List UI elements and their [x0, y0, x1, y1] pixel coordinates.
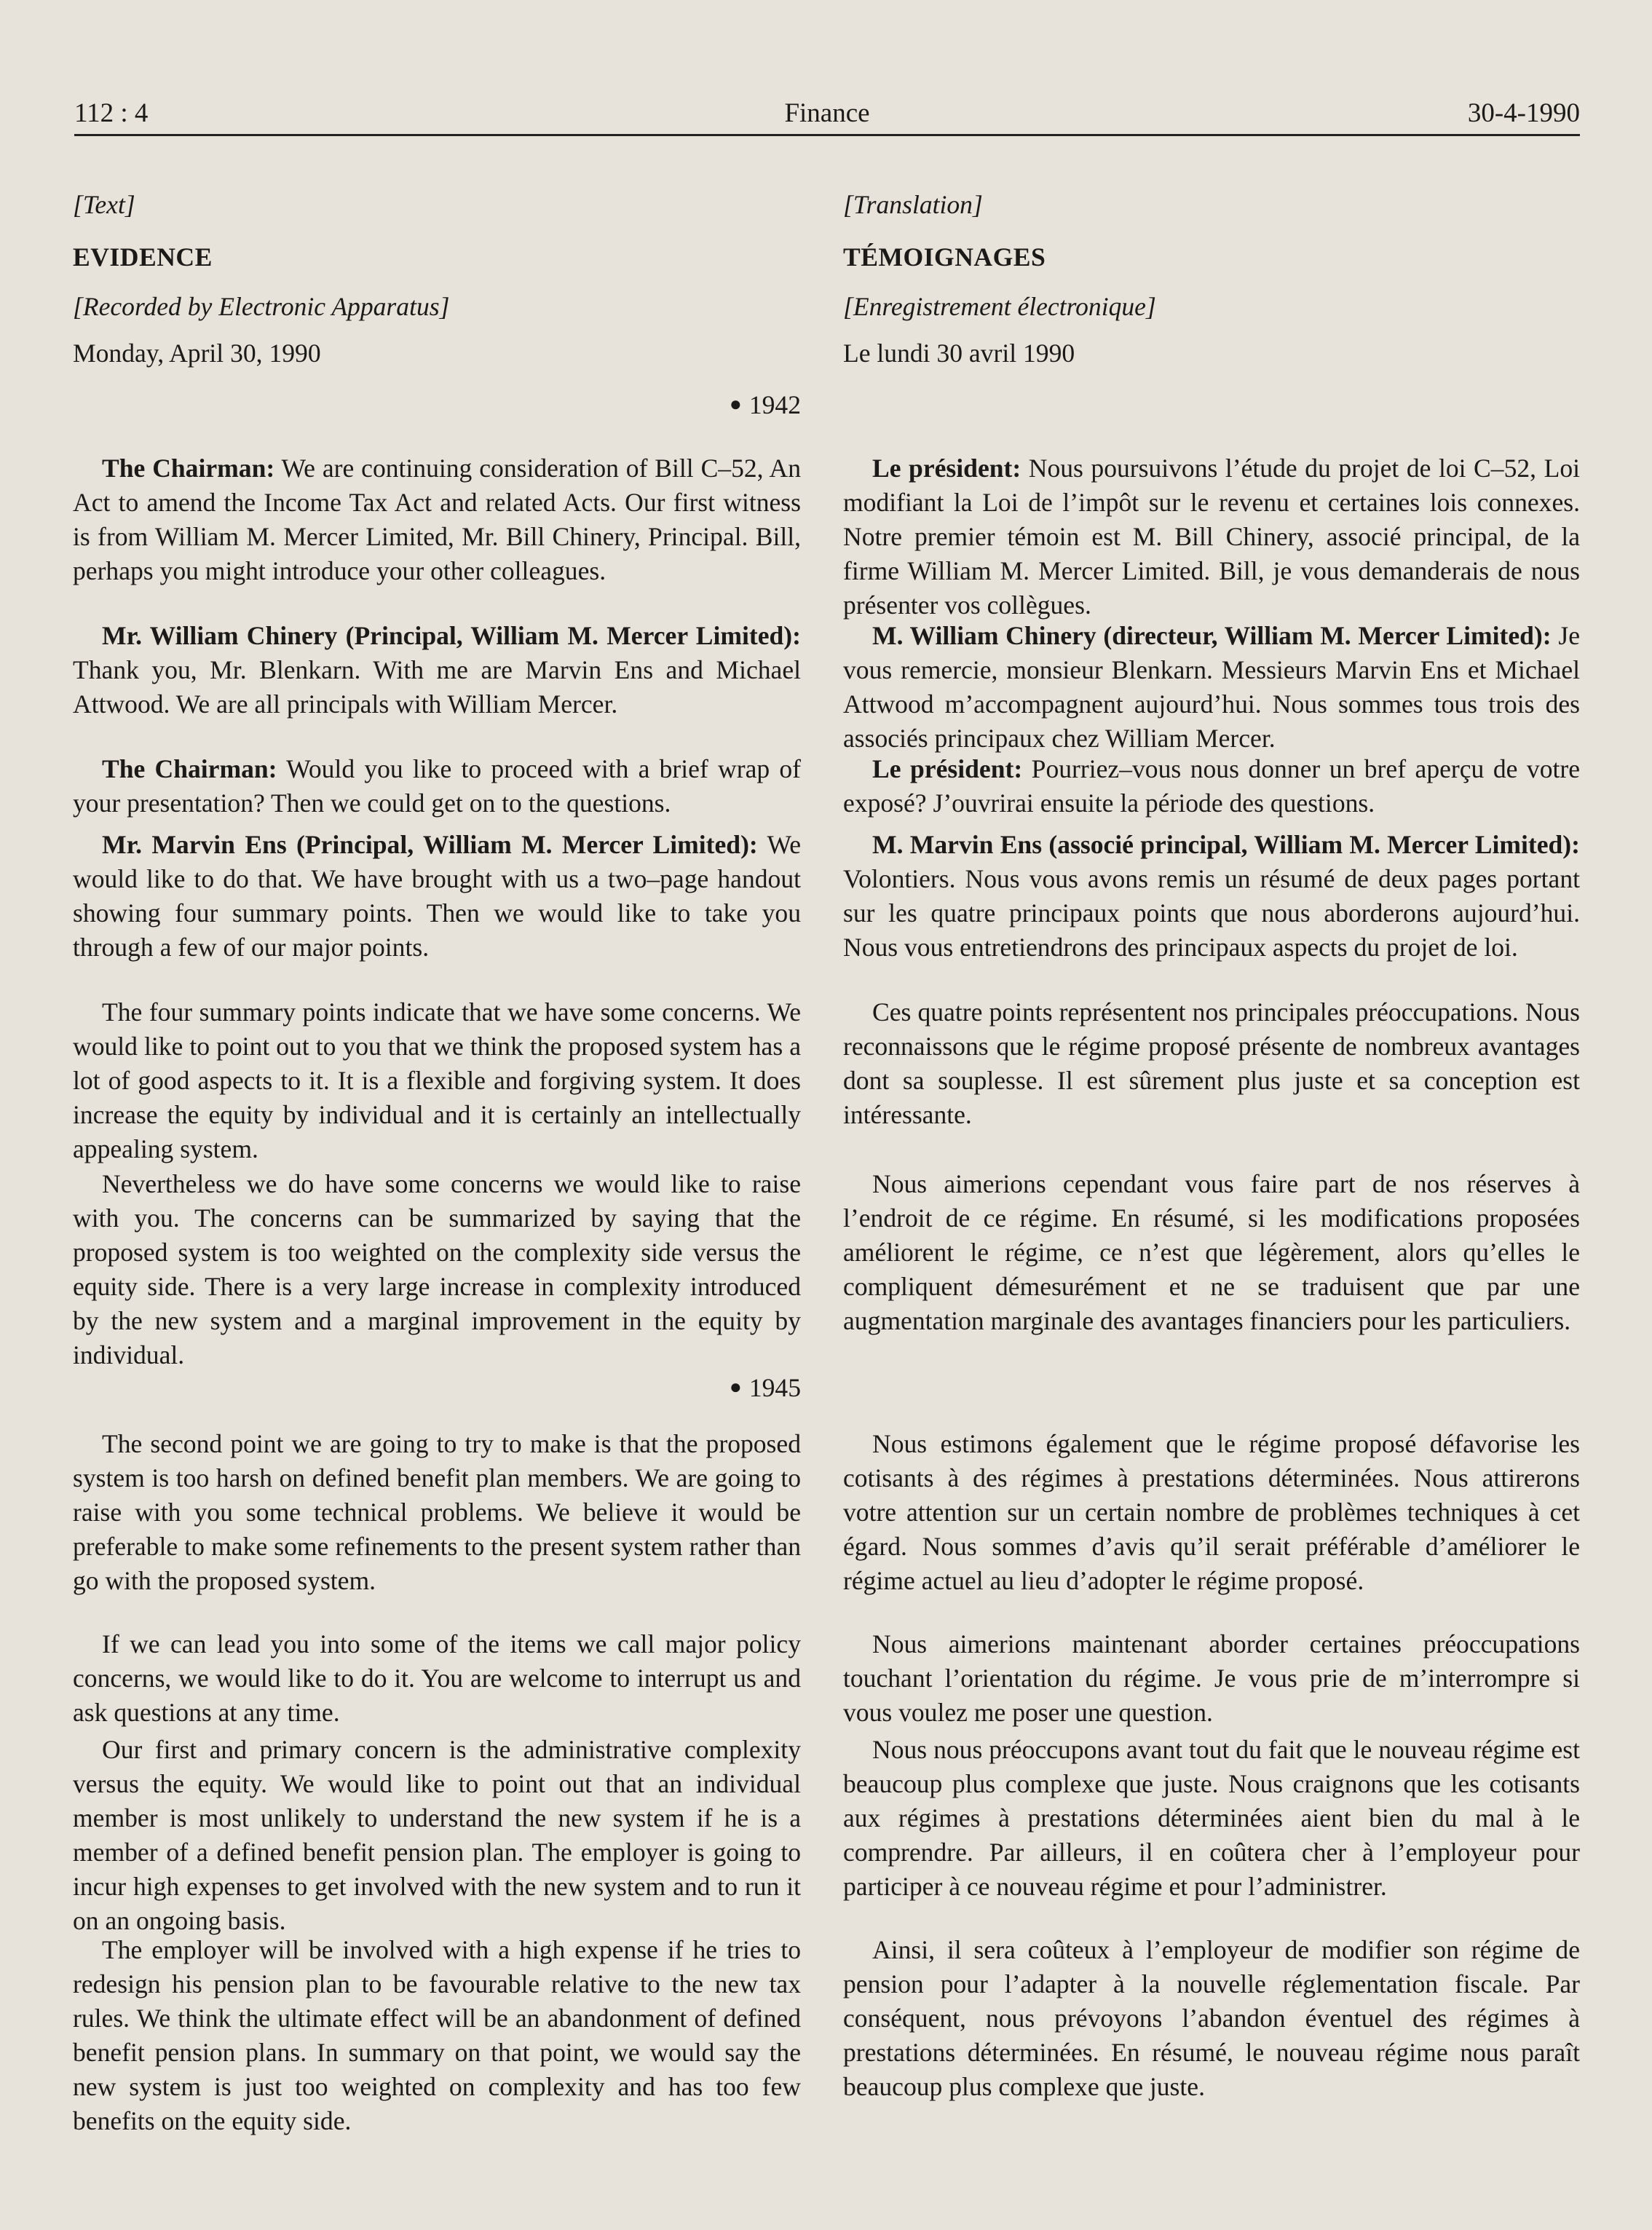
sitting-date: Le lundi 30 avril 1990: [843, 339, 1075, 368]
speech-text: Volontiers. Nous vous avons remis un résumé de deux pages portant sur les quatre principaux points que nous aborderons aujourd’hui. Nous vous entretiendrons des principaux aspects du projet de loi.: [843, 864, 1580, 962]
paragraph: [843, 828, 1580, 965]
paragraph: Nous estimons également que le régime proposé défavorise les cotisants à des régimes à prestations déterminées. Nous attirerons votre attention sur un certain nombre de problèmes techniques à cet égard. Nous sommes d’avis qu’il serait préférable d’améliorer le régime actuel au lieu d’adopter le régime proposé.: [843, 1429, 1580, 1595]
issue-date: 30-4-1990: [1467, 98, 1580, 128]
speech-text: Je vous remercie, monsieur Blenkarn. Messieurs Marvin Ens et Michael Attwood m’accompagnent aujourd’hui. Nous sommes tous trois des associés principaux chez William Mercer.: [843, 621, 1580, 753]
speech-text: We would like to do that. We have brought with us a two–page handout showing four summary points. Then we would like to take you through a few of our major points.: [73, 830, 801, 962]
paragraph: [843, 451, 1580, 622]
time-stamp-value: 1945: [748, 1373, 801, 1402]
paragraph: [73, 828, 801, 965]
paragraph: The four summary points indicate that we have some concerns. We would like to point out to you that we think the proposed system has a lot of good aspects to it. It is a flexible and forgiving system. It does increase the equity by individual and it is certainly an intellectually appealing system.: [73, 997, 801, 1163]
paragraph: Nous nous préoccupons avant tout du fait que le nouveau régime est beaucoup plus complexe que juste. Nous craignons que les cotisants aux régimes à prestations déterminées aient bien du mal à le comprendre. Par ailleurs, il en coûtera cher à l’employeur pour participer à ce nouveau régime et pour l’administrer.: [843, 1735, 1580, 1901]
speaker-name: The Chairman:: [102, 454, 275, 483]
time-stamp: [73, 387, 820, 422]
section-heading: EVIDENCE: [73, 242, 213, 272]
speech-text: We are continuing consideration of Bill C–52, An Act to amend the Income Tax Act and related Acts. Our first witness is from William M. Mercer Limited, Mr. Bill Chinery, Principal. Bill, perhaps you might introduce your other colleagues.: [73, 454, 801, 585]
paragraph: Nevertheless we do have some concerns we would like to raise with you. The concerns can be summarized by saying that the proposed system is too weighted on the complexity side versus the equity side. There is a very large increase in complexity introduced by the new system and a marginal improvement in the equity by individual.: [73, 1169, 801, 1369]
section-heading: TÉMOIGNAGES: [843, 242, 1046, 272]
paragraph: Our first and primary concern is the administrative complexity versus the equity. We would like to point out that an individual member is most unlikely to understand the new system if he is a member of a defined benefit pension plan. The employer is going to incur high expenses to get involved with the new system and to run it on an ongoing basis.: [73, 1735, 801, 1935]
paragraph: Ainsi, il sera coûteux à l’employeur de modifier son régime de pension pour l’adapter à la nouvelle réglementation fiscale. Par conséquent, nous prévoyons l’abandon éventuel des régimes à prestations déterminées. En résumé, le nouveau régime nous paraît beaucoup plus complexe que juste.: [843, 1935, 1580, 2101]
paragraph: The second point we are going to try to make is that the proposed system is too harsh on defined benefit plan members. We are going to raise with you some technical problems. We believe it would be preferable to make some refinements to the present system rather than go with the proposed system.: [73, 1429, 801, 1595]
recording-note: [Recorded by Electronic Apparatus]: [73, 292, 450, 321]
recording-note: [Enregistrement électronique]: [843, 292, 1156, 321]
speaker-name: Le président:: [872, 454, 1021, 483]
paragraph: [73, 451, 801, 588]
time-stamp-value: 1942: [748, 390, 801, 419]
speaker-name: Le président:: [872, 754, 1023, 783]
speaker-name: Mr. Marvin Ens (Principal, William M. Mercer Limited):: [102, 830, 758, 859]
paragraph: Ces quatre points représentent nos principales préoccupations. Nous reconnaissons que le régime proposé présente de nombreux avantages dont sa souplesse. Il est sûrement plus juste et sa conception est intéressante.: [843, 997, 1580, 1129]
paragraph: Nous aimerions maintenant aborder certaines préoccupations touchant l’orientation du régime. Je vous prie de m’interrompre si vous voulez me poser une question.: [843, 1629, 1580, 1727]
speaker-name: M. Marvin Ens (associé principal, William M. Mercer Limited):: [872, 830, 1580, 859]
text-tag: [Text]: [73, 190, 135, 219]
speech-text: Pourriez–vous nous donner un bref aperçu de votre exposé? J’ouvrirai ensuite la période des questions.: [843, 754, 1581, 818]
paragraph: [73, 752, 801, 821]
running-header: [74, 93, 1580, 136]
time-stamp: [73, 1370, 820, 1405]
publication-title: Finance: [784, 98, 870, 128]
speech-text: Thank you, Mr. Blenkarn. With me are Marvin Ens and Michael Attwood. We are all principals with William Mercer.: [73, 655, 801, 719]
paragraph: The employer will be involved with a high expense if he tries to redesign his pension plan to be favourable relative to the new tax rules. We think the ultimate effect will be an abandonment of defined benefit pension plans. In summary on that point, we would say the new system is just too weighted on complexity and has too few benefits on the equity side.: [73, 1935, 801, 2135]
sitting-date: Monday, April 30, 1990: [73, 339, 321, 368]
paragraph: [73, 619, 801, 721]
paragraph: [843, 752, 1580, 821]
speaker-name: Mr. William Chinery (Principal, William M. Mercer Limited):: [102, 621, 801, 650]
bullet-icon: ●: [729, 393, 742, 416]
bullet-icon: ●: [729, 1376, 742, 1399]
paragraph: If we can lead you into some of the items we call major policy concerns, we would like to do it. You are welcome to interrupt us and ask questions at any time.: [73, 1629, 801, 1727]
speaker-name: The Chairman:: [102, 754, 277, 783]
speech-text: Nous poursuivons l’étude du projet de loi C–52, Loi modifiant la Loi de l’impôt sur le revenu et certaines lois connexes. Notre premier témoin est M. Bill Chinery, associé principal, de la firme William M. Mercer Limited. Bill, je vous demanderais de nous présenter vos collègues.: [843, 454, 1580, 620]
speaker-name: M. William Chinery (directeur, William M. Mercer Limited):: [872, 621, 1552, 650]
paragraph: [843, 619, 1580, 756]
paragraph: Nous aimerions cependant vous faire part de nos réserves à l’endroit de ce régime. En résumé, si les modifications proposées améliorent le régime, ce n’est que légèrement, alors qu’elles le compliquent démesurément et ne se traduisent que par une augmentation marginale des avantages financiers pour les particuliers.: [843, 1169, 1580, 1335]
speech-text: Would you like to proceed with a brief wrap of your presentation? Then we could get on to the questions.: [73, 754, 801, 818]
page-number: 112 : 4: [74, 98, 149, 128]
text-tag: [Translation]: [843, 190, 983, 219]
